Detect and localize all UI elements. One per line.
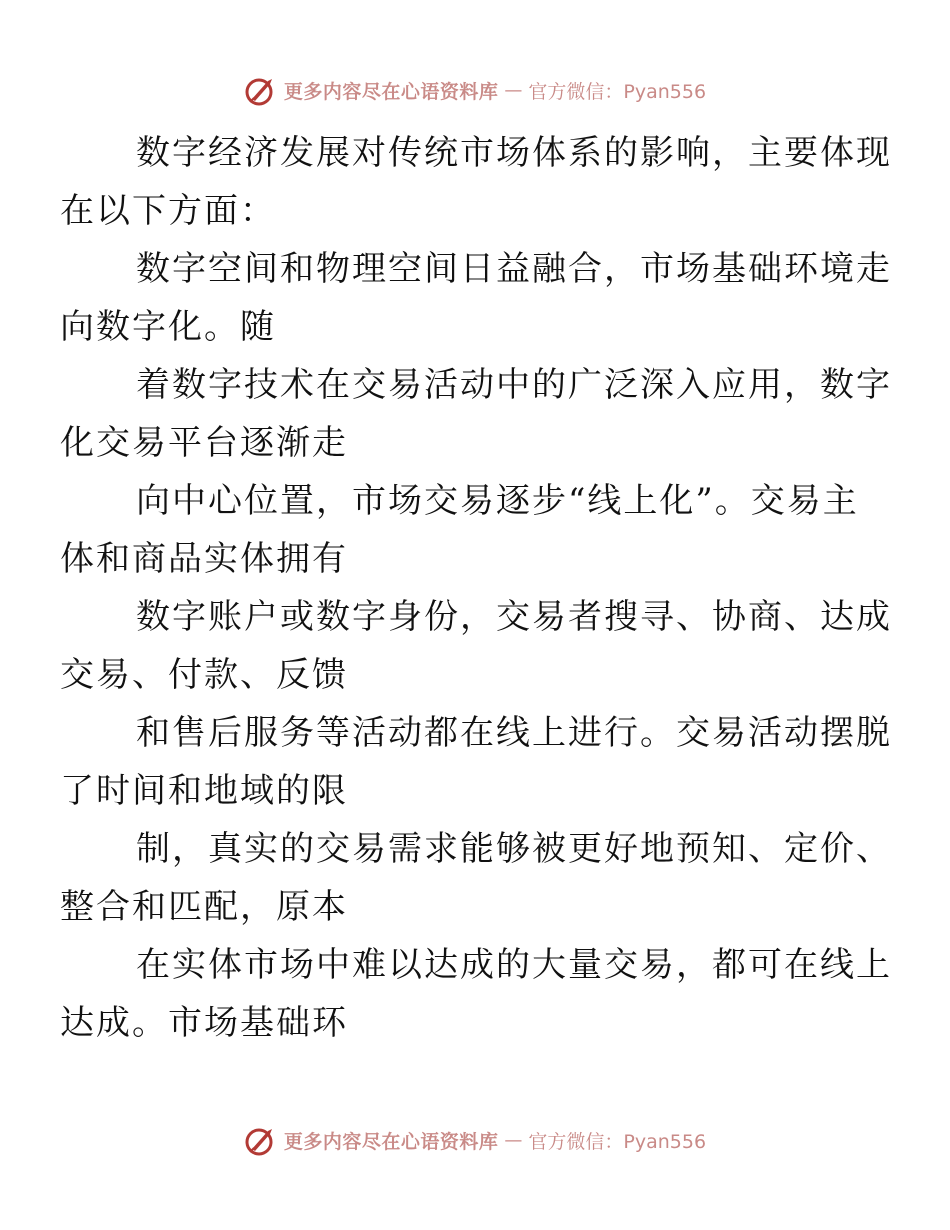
paragraph (60, 472, 859, 588)
paragraph-continuation-line: 整合和匹配，原本 (60, 887, 348, 927)
paragraph (60, 820, 892, 936)
watermark-brand-text: 更多内容尽在心语资料库 (283, 80, 499, 103)
paragraph-first-line: 着数字技术在交易活动中的广泛深入应用，数字 (136, 365, 892, 405)
paragraph (60, 356, 892, 472)
paragraph-continuation-line: 向数字化。随 (60, 307, 276, 347)
paragraph-continuation-line: 化交易平台逐渐走 (60, 423, 348, 463)
paragraph (60, 936, 892, 1052)
paragraph (60, 588, 892, 704)
paragraph-first-line: 和售后服务等活动都在线上进行。交易活动摆脱 (136, 713, 892, 753)
paragraph (60, 240, 892, 356)
paragraph-first-line: 在实体市场中难以达成的大量交易，都可在线上 (136, 945, 892, 985)
watermark-separator: — (504, 1129, 523, 1151)
header-watermark (0, 70, 950, 110)
paragraph-continuation-line: 交易、付款、反馈 (60, 655, 348, 695)
quill-badge-icon (244, 1123, 278, 1157)
watermark-brand-text: 更多内容尽在心语资料库 (283, 1130, 499, 1153)
paragraph-first-line: 向中心位置，市场交易逐步“线上化”。交易主 (136, 481, 859, 521)
quill-badge-icon (244, 73, 278, 107)
paragraph-continuation-line: 达成。市场基础环 (60, 1003, 348, 1043)
paragraph-first-line: 数字账户或数字身份，交易者搜寻、协商、达成 (136, 597, 892, 637)
watermark-wechat-text: 官方微信：Pyan556 (528, 1130, 707, 1153)
paragraph-first-line: 数字经济发展对传统市场体系的影响，主要体现 (136, 133, 892, 173)
watermark-wechat-text: 官方微信：Pyan556 (528, 80, 707, 103)
paragraph (60, 124, 892, 240)
paragraph-first-line: 制，真实的交易需求能够被更好地预知、定价、 (136, 829, 892, 869)
paragraph-first-line: 数字空间和物理空间日益融合，市场基础环境走 (136, 249, 892, 289)
document-body (60, 124, 892, 1052)
paragraph-continuation-line: 了时间和地域的限 (60, 771, 348, 811)
watermark-separator: — (504, 79, 523, 101)
paragraph (60, 704, 892, 820)
paragraph-continuation-line: 在以下方面： (60, 191, 276, 231)
footer-watermark (0, 1120, 950, 1160)
paragraph-continuation-line: 体和商品实体拥有 (60, 539, 348, 579)
